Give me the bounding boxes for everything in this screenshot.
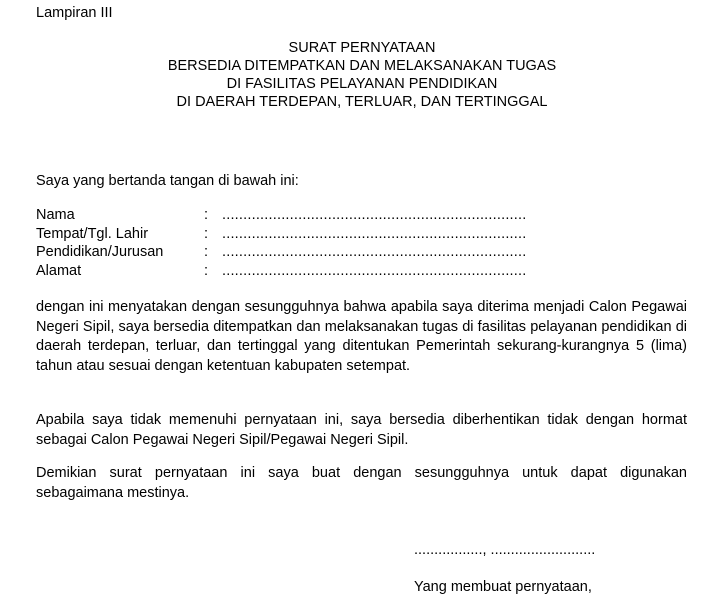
signature-place-date: ................., ..........................	[414, 542, 596, 558]
title-line: DI DAERAH TERDEPAN, TERLUAR, DAN TERTINGGAL	[176, 94, 548, 110]
field-label: Alamat	[36, 262, 82, 279]
field-blank: ........................................................................	[222, 225, 527, 242]
field-blank: ........................................................................	[222, 262, 527, 279]
field-row-nama	[36, 206, 596, 225]
identity-fields	[36, 206, 596, 280]
closing-paragraph: Demikian surat pernyataan ini saya buat dengan sesungguhnya untuk dapat digunakan sebagaimana mestinya.	[36, 465, 687, 501]
field-blank: ........................................................................	[222, 244, 527, 260]
title-line: SURAT PERNYATAAN	[288, 40, 436, 56]
document-title	[0, 39, 724, 111]
annex-label: Lampiran III	[36, 5, 113, 21]
intro-text: Saya yang bertanda tangan di bawah ini:	[36, 173, 299, 189]
field-row-tempat-tgl-lahir	[36, 225, 596, 244]
field-label: Tempat/Tgl. Lahir	[36, 225, 149, 242]
field-row-alamat	[36, 262, 596, 281]
field-colon: :	[204, 225, 209, 242]
field-label: Nama	[36, 207, 75, 223]
field-colon: :	[204, 244, 209, 260]
title-line: BERSEDIA DITEMPATKAN DAN MELAKSANAKAN TUGAS	[167, 58, 557, 74]
field-row-pendidikan	[36, 243, 596, 262]
field-colon: :	[204, 262, 209, 279]
sanction-paragraph: Apabila saya tidak memenuhi pernyataan ini, saya bersedia diberhentikan tidak dengan hormat sebagai Calon Pegawai Negeri Sipil/Pegawai Negeri Sipil.	[36, 412, 687, 448]
statement-paragraph: dengan ini menyatakan dengan sesungguhnya bahwa apabila saya diterima menjadi Calon Pegawai Negeri Sipil, saya bersedia ditempatkan dan melaksanakan tugas di fasilitas pelayanan pendidikan di daerah terdepan, terluar, dan tertinggal yang ditentukan Pemerintah sekurang-kurangnya 5 (lima) tahun atau sesuai dengan ketentuan kabupaten setempat.	[36, 299, 687, 374]
field-colon: :	[204, 207, 209, 223]
field-label: Pendidikan/Jurusan	[36, 244, 164, 260]
field-blank: ........................................................................	[222, 207, 527, 223]
title-line: DI FASILITAS PELAYANAN PENDIDIKAN	[226, 76, 498, 92]
signature-label: Yang membuat pernyataan,	[414, 579, 592, 595]
